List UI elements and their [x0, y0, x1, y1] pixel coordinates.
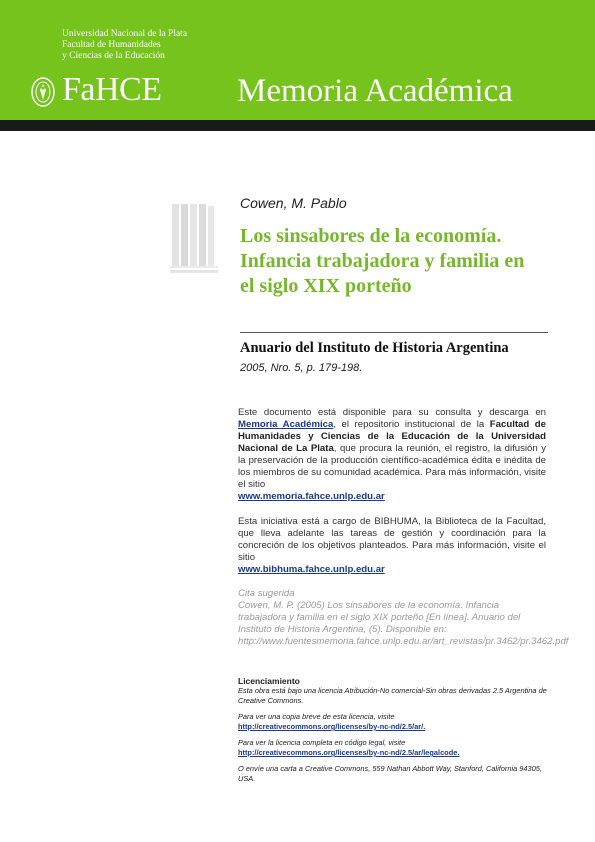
- license-heading: Licenciamiento: [238, 676, 300, 686]
- citation-details: 2005, Nro. 5, p. 179-198.: [240, 362, 363, 374]
- suggested-citation: [238, 588, 569, 648]
- repository-name: Memoria Académica: [237, 73, 513, 109]
- license-statement: Esta obra está bajo una licencia Atribución-No comercial-Sin obras derivadas 2.5 Argentina de Creative Commons.: [238, 686, 547, 705]
- license-section: [238, 676, 550, 784]
- legal-code-label: Para ver la licencia completa en código legal, visite: [238, 738, 406, 747]
- mail-address: O envíe una carta a Creative Commons, 559 Nathan Abbott Way, Stanford, California 94305, USA.: [238, 764, 542, 783]
- fahce-logo: FaHCE: [62, 71, 162, 108]
- faculty-name: Facultad de Humanidades y Ciencias de la Educación de la Universidad Nacional de La Plata: [238, 419, 546, 454]
- legal-code-link[interactable]: http://creativecommons.org/licenses/by-nc-nd/2.5/ar/legalcode.: [238, 748, 460, 757]
- title-divider: [240, 332, 548, 333]
- faculty-line-1: Facultad de Humanidades: [62, 40, 161, 50]
- availability-text-1: Este documento está disponible para su consulta y descarga en: [238, 407, 546, 418]
- repository-link[interactable]: Memoria Académica: [238, 419, 334, 430]
- short-copy-label: Para ver una copia breve de esta licencia, visite: [238, 712, 395, 721]
- header-bar: [0, 120, 595, 131]
- article-title: Los sinsabores de la economía. Infancia trabajadora y familia en el siglo XIX porteño: [240, 225, 525, 297]
- availability-text-2: , el repositorio institucional de la: [333, 419, 490, 430]
- short-copy-link[interactable]: http://creativecommons.org/licenses/by-nc-nd/2.5/ar/.: [238, 722, 426, 731]
- faculty-line-2: y Ciencias de la Educación: [62, 51, 165, 61]
- initiative-text: Esta iniciativa está a cargo de BIBHUMA, la Biblioteca de la Facultad, que lleva adelante las tareas de gestión y coordinación para la concreción de los objetivos planteados. Para más información, visite el sitio: [238, 516, 546, 563]
- books-watermark-icon: [168, 200, 228, 280]
- institution-lines: [62, 29, 187, 62]
- memoria-site-link[interactable]: www.memoria.fahce.unlp.edu.ar: [238, 491, 385, 502]
- author-name: Cowen, M. Pablo: [240, 195, 347, 211]
- availability-text-3: , que procura la reunión, el registro, la difusión y la preservación de la producción científico-académica édita e inédita de los miembros de su comunidad académica. Para más información, visite el sitio: [238, 443, 547, 490]
- university-name: Universidad Nacional de la Plata: [62, 29, 188, 39]
- suggested-citation-heading: Cita sugerida: [238, 588, 295, 599]
- availability-paragraph: [238, 407, 546, 503]
- suggested-citation-text: Cowen, M. P. (2005) Los sinsabores de la economía. Infancia trabajadora y familia en el siglo XIX porteño [En línea]. Anuario del Instituto de Historia Argentina, (5). Disponible en: http://www.fuentesmemoria.fahce.unlp.edu.ar/art_revistas/pr.3462/pr.3462.pdf: [238, 600, 569, 647]
- university-seal-icon: [30, 76, 56, 108]
- journal-name: Anuario del Instituto de Historia Argentina: [240, 340, 509, 356]
- initiative-paragraph: [238, 516, 546, 576]
- bibhuma-site-link[interactable]: www.bibhuma.fahce.unlp.edu.ar: [238, 564, 385, 575]
